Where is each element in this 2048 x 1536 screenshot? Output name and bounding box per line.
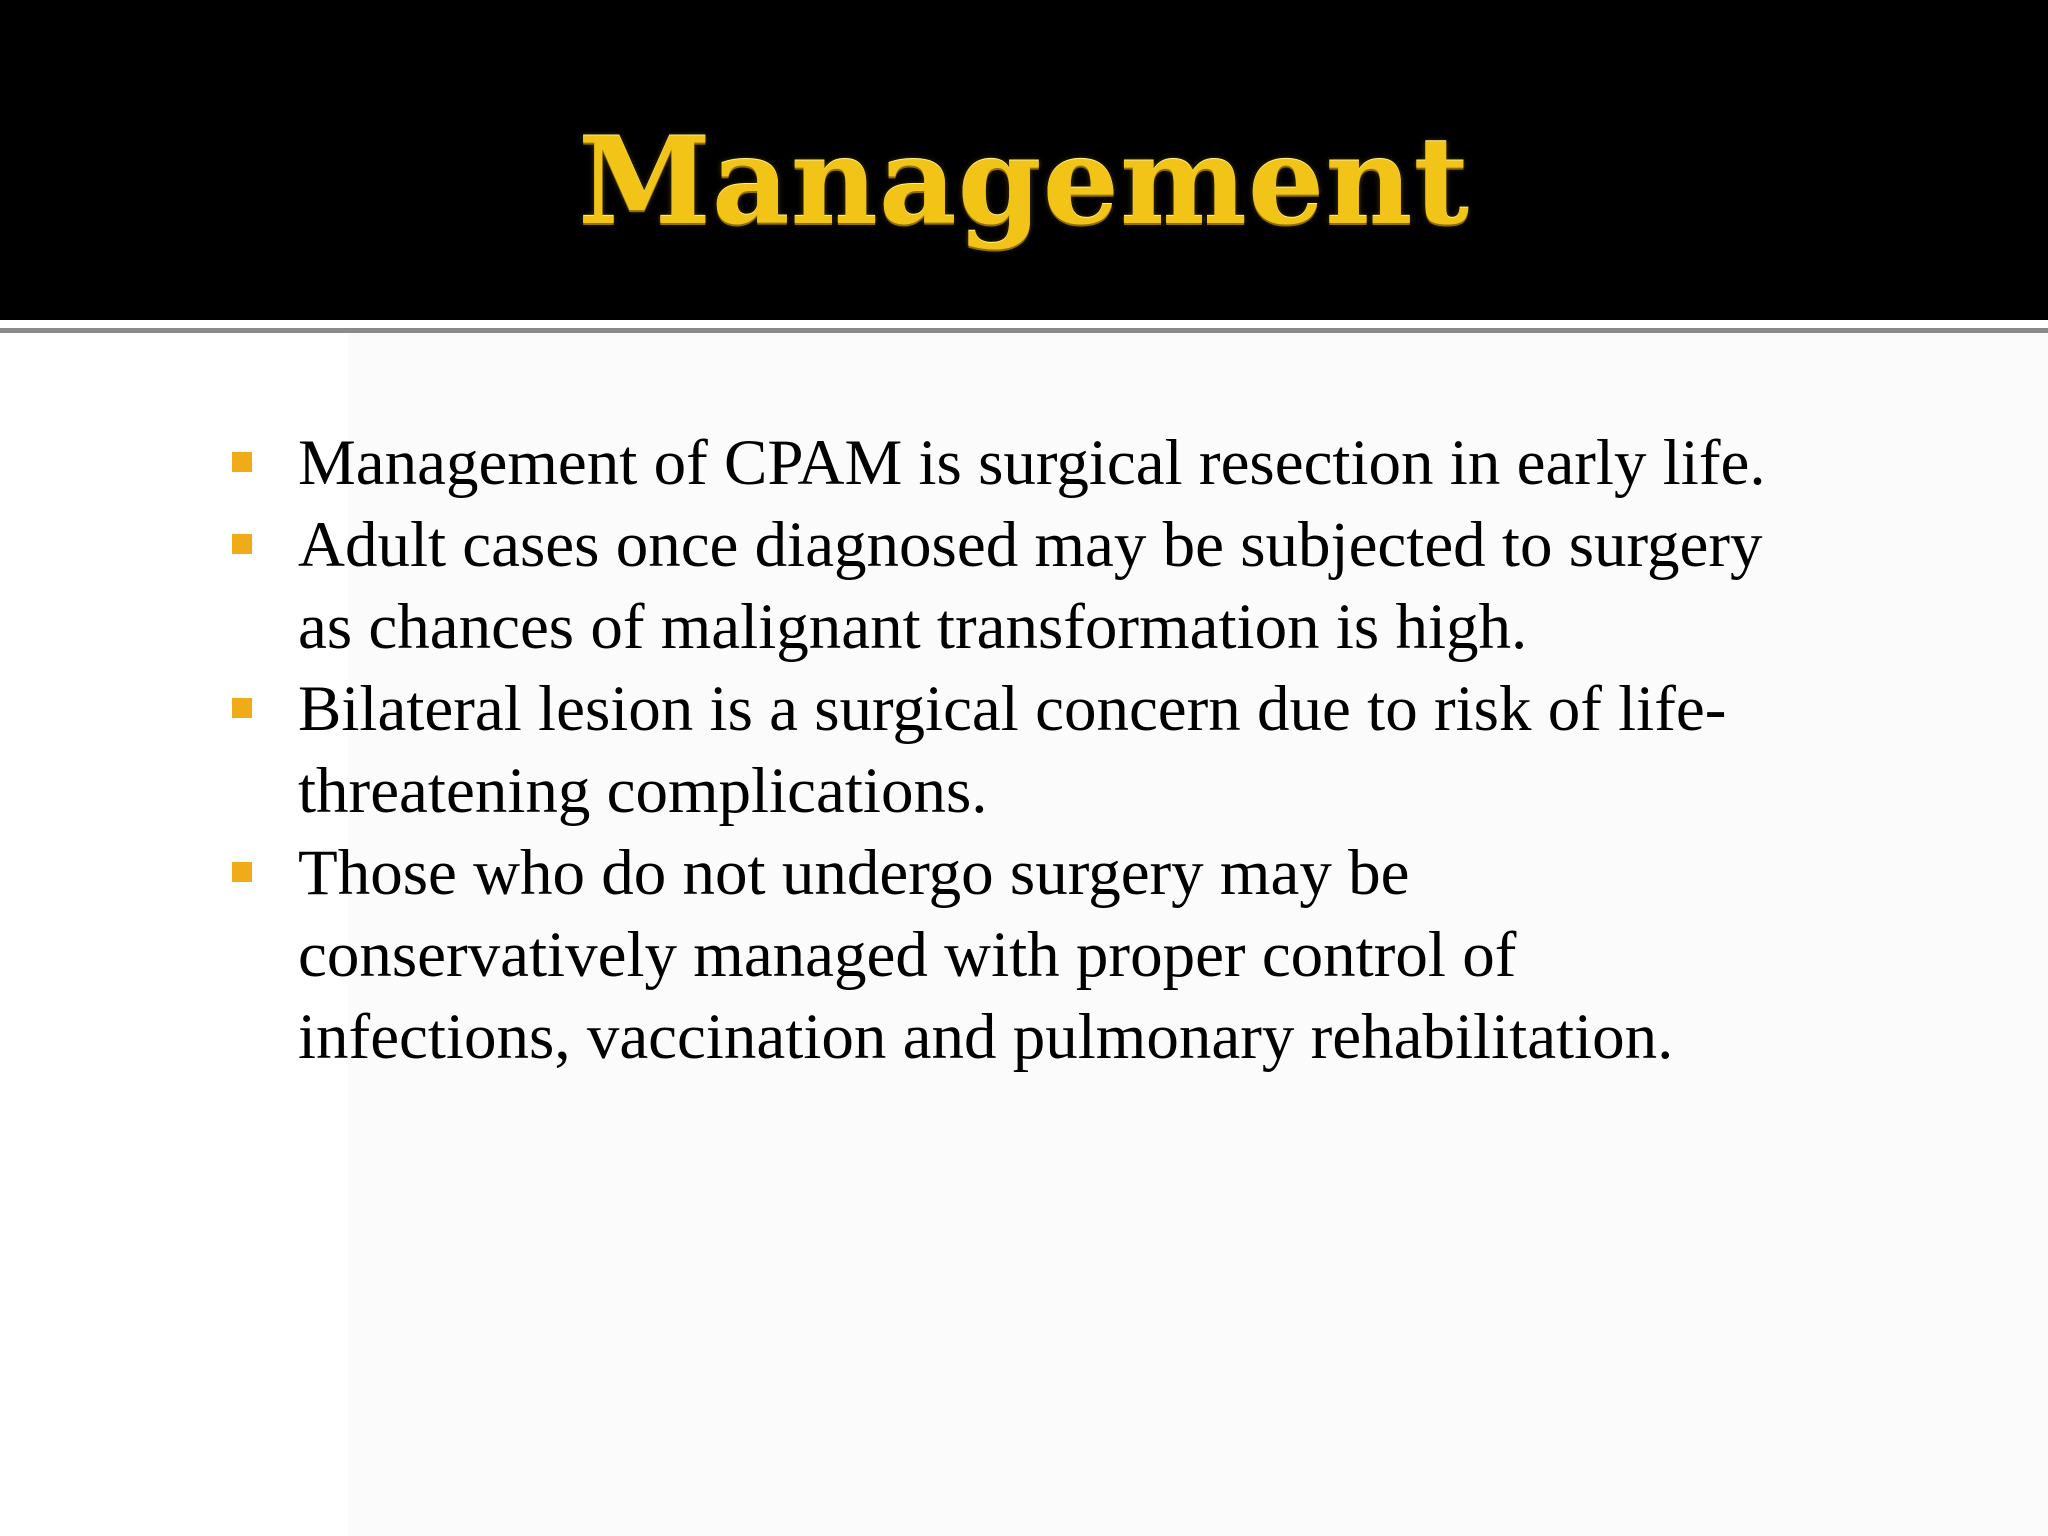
bullet-item [228,422,1788,504]
bullet-text: Adult cases once diagnosed may be subjected to surgery as chances of malignant transformation is high. [298,509,1763,663]
title-divider [0,328,2048,333]
bullet-text: Those who do not undergo surgery may be conservatively managed with proper control of infections, vaccination and pulmonary rehabilitation. [298,837,1674,1073]
bullet-text: Management of CPAM is surgical resection in early life. [298,427,1766,499]
square-bullet-icon [232,534,252,554]
title-divider-highlight [0,320,2048,328]
square-bullet-icon [232,452,252,472]
slide-title: Management [578,111,1470,252]
title-bar [0,0,2048,320]
square-bullet-icon [232,862,252,882]
bullet-item [228,504,1788,668]
bullet-text: Bilateral lesion is a surgical concern due to risk of life-threatening complications. [298,673,1727,827]
square-bullet-icon [232,698,252,718]
bullet-item [228,832,1788,1078]
bullet-list [228,422,1788,1078]
bullet-item [228,668,1788,832]
